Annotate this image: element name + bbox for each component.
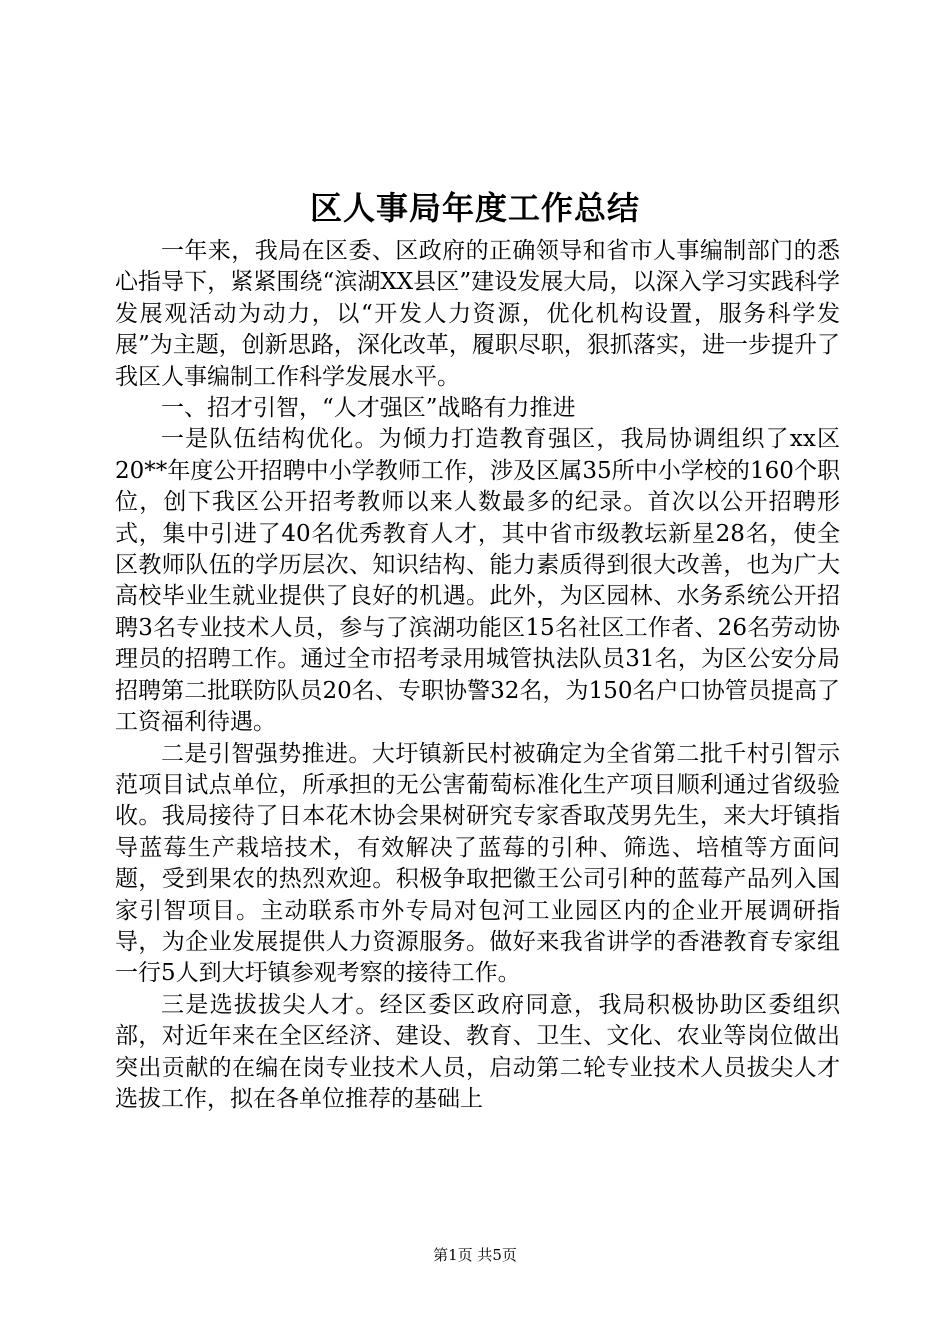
- section-heading-1: 一、招才引智，“人才强区”战略有力推进: [161, 395, 576, 422]
- document-title: 区人事局年度工作总结: [309, 189, 640, 227]
- paragraph-talent-introduction: 二是引智强势推进。大圩镇新民村被确定为全省第二批千村引智示范项目试点单位，所承担的无公害葡萄标准化生产项目顺利通过省级验收。我局接待了日本花木协会果树研究专家香取茂男先生，来大圩镇指导蓝莓生产栽培技术，有效解决了蓝莓的引种、筛选、培植等方面问题，受到果农的热烈欢迎。积极争取把徽王公司引种的蓝莓产品列入国家引智项目。主动联系市外专局对包河工业园区内的企业开展调研指导，为企业发展提供人力资源服务。做好来我省讲学的香港教育专家组一行5人到大圩镇参观考察的接待工作。: [115, 740, 840, 987]
- paragraph-team-structure: 一是队伍结构优化。为倾力打造教育强区，我局协调组织了xx区20**年度公开招聘中小学教师工作，涉及区属35所中小学校的160个职位，创下我区公开招考教师以来人数最多的纪录。首次以公开招聘形式，集中引进了40名优秀教育人才，其中省市级教坛新星28名，使全区教师队伍的学历层次、知识结构、能力素质得到很大改善，也为广大高校毕业生就业提供了良好的机遇。此外，为区园林、水务系统公开招聘3名专业技术人员，参与了滨湖功能区15名社区工作者、26名劳动协理员的招聘工作。通过全市招考录用城管执法队员31名，为区公安分局招聘第二批联防队员20名、专职协警32名，为150名户口协管员提高了工资福利待遇。: [115, 426, 840, 736]
- page-number-footer: 第1页 共5页: [433, 1246, 517, 1264]
- document-body: [115, 236, 840, 1115]
- paragraph-top-talent-selection: 三是选拔拔尖人才。经区委区政府同意，我局积极协助区委组织部，对近年来在全区经济、建设、教育、卫生、文化、农业等岗位做出突出贡献的在编在岗专业技术人员，启动第二轮专业技术人员拔尖人才选拔工作，拟在各单位推荐的基础上: [115, 991, 840, 1112]
- paragraph-intro: 一年来，我局在区委、区政府的正确领导和省市人事编制部门的悉心指导下，紧紧围绕“滨湖XX县区”建设发展大局，以深入学习实践科学发展观活动为动力，以“开发人力资源，优化机构设置，服务科学发展”为主题，创新思路，深化改革，履职尽职，狠抓落实，进一步提升了我区人事编制工作科学发展水平。: [115, 238, 840, 390]
